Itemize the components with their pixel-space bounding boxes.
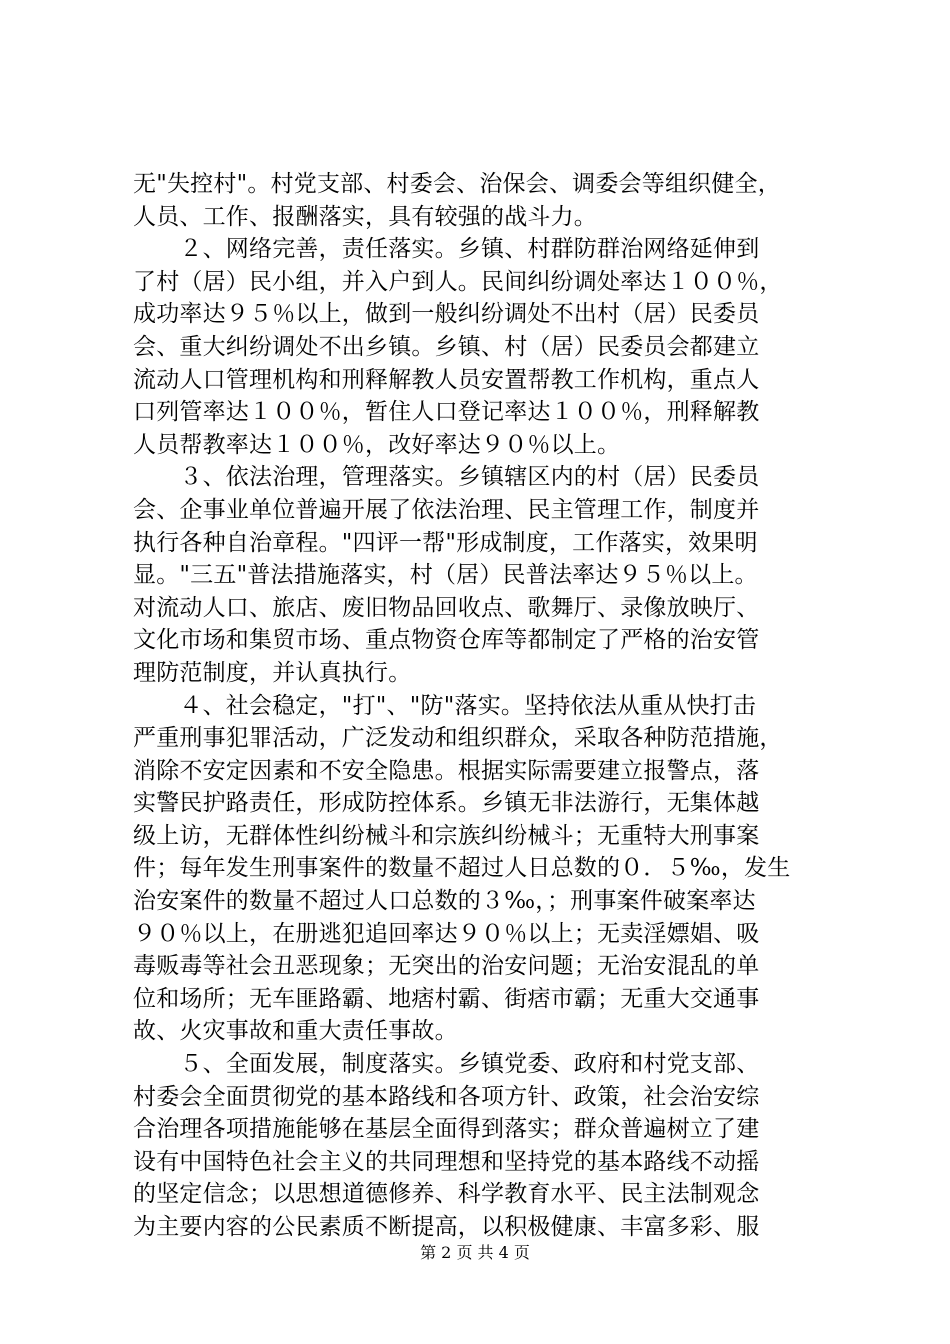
text-line: 成功率达９５％以上，做到一般纠纷调处不出村（居）民委员 (133, 301, 760, 328)
text-line: 实警民护路责任，形成防控体系。乡镇无非法游行，无集体越 (133, 790, 760, 817)
text-line: 显。"三五"普法措施落实，村（居）民普法率达９５％以上。 (133, 562, 758, 589)
text-line: 口列管率达１００％，暂住人口登记率达１００％，刑释解教 (133, 399, 760, 426)
text-line: 位和场所；无车匪路霸、地痞村霸、街痞市霸；无重大交通事 (133, 985, 760, 1012)
text-line: ９０％以上，在册逃犯追回率达９０％以上；无卖淫嫖娼、吸 (133, 920, 760, 947)
document-body (133, 168, 833, 1244)
text-line: ４、社会稳定，"打"、"防"落实。坚持依法从重从快打击 (133, 692, 757, 719)
page-number-footer: 第 2 页 共 4 页 (420, 1243, 530, 1262)
text-line: 会、企事业单位普遍开展了依法治理、民主管理工作，制度并 (133, 496, 760, 523)
text-line: 治安案件的数量不超过人口总数的３‰，；刑事案件破案率达 (133, 888, 756, 915)
text-line: 件；每年发生刑事案件的数量不超过人日总数的０．５‰，发生 (133, 855, 791, 882)
text-line: 的坚定信念；以思想道德修养、科学教育水平、民主法制观念 (133, 1181, 760, 1208)
text-line: 人员、工作、报酬落实，具有较强的战斗力。 (133, 203, 597, 230)
text-line: 设有中国特色社会主义的共同理想和坚持党的基本路线不动摇 (133, 1148, 760, 1175)
text-line: 人员帮教率达１００％，改好率达９０％以上。 (133, 431, 621, 458)
text-line: 对流动人口、旅店、废旧物品回收点、歌舞厅、录像放映厅、 (133, 594, 760, 621)
text-line: 无"失控村"。村党支部、村委会、治保会、调委会等组织健全， (133, 171, 781, 197)
text-line: 毒贩毒等社会丑恶现象；无突出的治安问题；无治安混乱的单 (133, 953, 760, 980)
text-line: 执行各种自治章程。"四评一帮"形成制度，工作落实，效果明 (133, 529, 758, 556)
text-line: 合治理各项措施能够在基层全面得到落实；群众普遍树立了建 (133, 1116, 760, 1143)
text-line: 级上访，无群体性纠纷械斗和宗族纠纷械斗；无重特大刑事案 (133, 822, 760, 849)
text-line: 消除不安定因素和不安全隐患。根据实际需要建立报警点，落 (133, 757, 760, 784)
text-line: 了村（居）民小组，并入户到人。民间纠纷调处率达１００％， (133, 268, 783, 295)
text-line: ２、网络完善，责任落实。乡镇、村群防群治网络延伸到 (133, 236, 760, 263)
text-line: 理防范制度，并认真执行。 (133, 659, 412, 686)
text-line: 会、重大纠纷调处不出乡镇。乡镇、村（居）民委员会都建立 (133, 333, 760, 360)
text-line: 流动人口管理机构和刑释解教人员安置帮教工作机构，重点人 (133, 366, 760, 393)
text-line: 村委会全面贯彻党的基本路线和各项方针、政策，社会治安综 (133, 1083, 760, 1110)
text-line: ５、全面发展，制度落实。乡镇党委、政府和村党支部、 (133, 1051, 760, 1078)
text-line: 故、火灾事故和重大责任事故。 (133, 1018, 458, 1045)
text-line: 严重刑事犯罪活动，广泛发动和组织群众，采取各种防范措施， (133, 725, 783, 752)
text-line: 为主要内容的公民素质不断提高，以积极健康、丰富多彩、服 (133, 1214, 760, 1240)
text-line: ３、依法治理，管理落实。乡镇辖区内的村（居）民委员 (133, 464, 760, 491)
text-line: 文化市场和集贸市场、重点物资仓库等都制定了严格的治安管 (133, 627, 760, 654)
